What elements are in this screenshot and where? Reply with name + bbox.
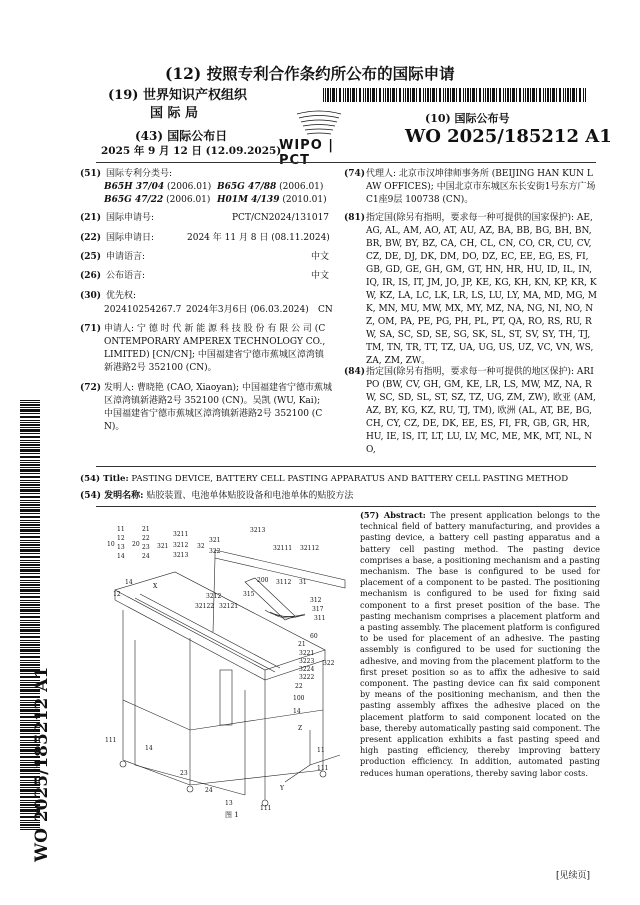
label-111-bottom: 111 [260, 805, 272, 810]
designated-states-regional: 指定国(除另有指明，要求每一种可提供的地区保护): ARIPO (BW, CV, GH, GM, KE, LR, LS, MW, MZ, NA, RW, SC, SD, SL, ST, SZ, TZ, UG, ZM, ZW), 欧亚 (AM, AZ, BY, KG, KZ, RU, TJ, TM), 欧洲 (AL, AT, BE, BG, CH, CY, CZ, DE, DK, EE, ES, FI, FR, GB, GR, HR, HU, IE, IS, IT, LT, LU, LV, MC, ME, MK, MT, NL, NO, [366, 367, 596, 455]
label-100: 100 [293, 695, 305, 702]
priority-number: 202410254267.7 [104, 305, 182, 315]
legend-24: 24 [142, 553, 150, 560]
label-3213: 3213 [250, 527, 266, 534]
legend-21: 21 [142, 526, 150, 533]
legend-3212: 3212 [173, 542, 189, 549]
org-bureau: 国 际 局 [150, 106, 199, 121]
label-31: 31 [299, 579, 307, 586]
label-12: 12 [113, 591, 121, 598]
label-21: 21 [298, 641, 306, 648]
legend-321: 321 [209, 537, 221, 544]
pubdate-label: (43) 国际公布日 [135, 129, 228, 143]
label-11: 11 [317, 747, 325, 754]
field-81-num: (81) [344, 213, 366, 223]
label-14: 14 [125, 579, 133, 586]
label-32122: 32122 [195, 603, 215, 610]
field-22-value: 2024 年 11 月 8 日 (08.11.2024) [187, 233, 330, 243]
divider-mid [96, 466, 596, 467]
label-3221: 3221 [299, 650, 315, 657]
legend-322: 322 [209, 548, 221, 555]
legend-10: 10 [107, 541, 115, 548]
label-111-left: 111 [105, 737, 117, 744]
label-axis-y: Y [280, 785, 284, 792]
agent: 代理人: 北京市汉坤律师事务所 (BEIJING HAN KUN LAW OFFICES); 中国北京市东城区东长安街1号东方广场C1座9层 100738 (CN)。 [366, 169, 596, 205]
field-26: (26) 公布语言: [80, 271, 146, 281]
label-3112: 3112 [276, 579, 292, 586]
field-21: (21) 国际申请号: [80, 213, 155, 223]
field-25: (25) 申请语言: [80, 252, 146, 262]
label-14-right: 14 [293, 708, 301, 715]
legend-321-group: 321 [157, 543, 169, 550]
legend-12: 12 [117, 535, 125, 542]
priority-country: CN [318, 305, 333, 315]
field-74-num: (74) [344, 169, 366, 179]
label-23: 23 [180, 770, 188, 777]
abstract-text: The present application belongs to the technical field of battery manufacturing, and provides a pasting device, a battery cell pasting apparatus and a battery cell pasting method. The pasting device comprises a base, a positioning mechanism and a pasting mechanism. The base is configured to be used for placement of a component to be pasted. The positioning mechanism is configured to be used for fixing said component to a first preset position of the base. The pasting mechanism comprises a placement platform and a pasting assembly. The placement platform is configured to be used for placement of an adhesive. The pasting assembly is configured to be used for suctioning the adhesive, and moving from the placement platform to the first preset position so as to affix the adhesive to said component. The pasting device can fix said component by means of the positioning mechanism, and then the pasting assembly affixes the adhesive placed on the placement platform to said component located on the base, thereby automatically pasting said component. The present application exhibits a fast pasting speed and high pasting efficiency, thereby improving battery production efficiency. In addition, automated pasting reduces human operations, thereby saving labor costs. [360, 510, 600, 778]
priority-date: 2024年3月6日 (06.03.2024) [186, 305, 309, 315]
ipc-3: B65G 47/22 (2006.01) [104, 195, 211, 205]
legend-32: 32 [197, 543, 205, 550]
abstract-label: (57) Abstract: [360, 510, 426, 520]
wipo-pct-wordmark: WIPO | PCT [279, 138, 335, 168]
ipc-4: H01M 4/139 (2010.01) [217, 195, 327, 205]
label-322: 322 [323, 660, 335, 667]
field-21-value: PCT/CN2024/131017 [232, 213, 330, 223]
label-317: 317 [312, 606, 324, 613]
abstract [360, 510, 600, 779]
ipc-1: B65H 37/04 (2006.01) [104, 182, 212, 192]
divider-bottom [96, 506, 596, 507]
legend-22: 22 [142, 535, 150, 542]
divider-top [96, 162, 596, 163]
legend-3211: 3211 [173, 531, 189, 538]
pubdate-value: 2025 年 9 月 12 日 (12.09.2025) [101, 145, 282, 157]
field-22: (22) 国际申请日: [80, 233, 155, 243]
inventors: 发明人: 曹晓艳 (CAO, Xiaoyan); 中国福建省宁德市蕉城区漳湾镇新港路2号 352100 (CN)。吴凯 (WU, Kai); 中国福建省宁德市蕉城区漳湾镇新港路2号 352100 (CN)。 [104, 383, 332, 432]
label-13: 13 [225, 800, 233, 807]
pubno-value: WO 2025/185212 A1 [405, 126, 612, 147]
field-84-num: (84) [344, 367, 366, 377]
applicant: 申请人: 宁 德 时 代 新 能 源 科 技 股 份 有 限 公 司 (CONTEMPORARY AMPEREX TECHNOLOGY CO., LIMITED) [CN/CN]; 中国福建省宁德市蕉城区漳湾镇新港路2号 352100 (CN)。 [104, 324, 326, 373]
label-60: 60 [310, 633, 318, 640]
label-311: 311 [314, 615, 326, 622]
legend-20: 20 [132, 541, 140, 548]
document-title: (12) 按照专利合作条约所公布的国际申请 [165, 64, 455, 83]
label-3223: 3223 [299, 658, 315, 665]
label-3224: 3224 [299, 666, 315, 673]
field-25-value: 中文 [311, 252, 330, 262]
legend-14: 14 [117, 553, 125, 560]
label-111-right: 111 [317, 765, 329, 772]
label-32121: 32121 [219, 603, 239, 610]
title-en: (54) Title: PASTING DEVICE, BATTERY CELL PASTING APPARATUS AND BATTERY CELL PASTING METHOD [80, 474, 569, 484]
label-32112: 32112 [300, 545, 320, 552]
field-26-value: 中文 [311, 271, 330, 281]
label-312: 312 [310, 597, 322, 604]
legend-3213: 3213 [173, 552, 189, 559]
figure-caption: 图 1 [225, 811, 239, 819]
field-51: (51) 国际专利分类号: [80, 169, 173, 179]
title-cn: (54) 发明名称: 贴胶装置、电池单体贴胶设备和电池单体的贴胶方法 [80, 491, 354, 501]
label-200: 200 [257, 577, 269, 584]
label-315: 315 [243, 591, 255, 598]
label-axis-x: X [153, 583, 158, 590]
label-24: 24 [205, 787, 213, 794]
barcode-top [323, 88, 586, 102]
legend-13: 13 [117, 544, 125, 551]
field-30: (30) 优先权: [80, 291, 137, 301]
legend-23: 23 [142, 544, 150, 551]
label-3222: 3222 [299, 674, 315, 681]
pubno-label: (10) 国际公布号 [425, 112, 510, 125]
legend-11: 11 [117, 526, 125, 533]
org-name: (19) 世界知识产权组织 [108, 88, 247, 103]
field-72-num: (72) [80, 383, 102, 393]
continued-note: [见续页] [556, 871, 591, 881]
label-axis-z: Z [298, 725, 303, 732]
field-71-num: (71) [80, 324, 102, 334]
side-pubno: WO 2025/185212 A1 [32, 666, 52, 862]
label-3212: 3212 [206, 593, 222, 600]
ipc-2: B65G 47/88 (2006.01) [217, 182, 324, 192]
label-14-bottom: 14 [145, 745, 153, 752]
designated-states-national: 指定国(除另有指明，要求每一种可提供的国家保护): AE, AG, AL, AM, AO, AT, AU, AZ, BA, BB, BG, BH, BN, BR, BW, BY, BZ, CA, CH, CL, CN, CO, CR, CU, CV, CZ, DE, DJ, DK, DM, DO, DZ, EC, EE, EG, ES, FI, GB, GD, GE, GH, GM, GT, HN, HR, HU, ID, IL, IN, IQ, IR, IS, IT, JM, JO, JP, KE, KG, KH, KN, KP, KR, KW, KZ, LA, LC, LK, LR, LS, LU, LY, MA, MD, MG, MK, MN, MU, MW, MX, MY, MZ, NA, NG, NI, NO, NZ, OM, PA, PE, PG, PH, PL, PT, QA, RO, RS, RU, RW, SA, SC, SD, SE, SG, SK, SL, ST, SV, SY, TH, TJ, TM, TN, TR, TT, TZ, UA, UG, US, UZ, VC, VN, WS, ZA, ZM, ZW。 [366, 213, 597, 366]
label-22: 22 [295, 683, 303, 690]
figure-1 [95, 520, 353, 810]
wipo-pct-logo [271, 108, 367, 168]
label-32111: 32111 [273, 545, 293, 552]
